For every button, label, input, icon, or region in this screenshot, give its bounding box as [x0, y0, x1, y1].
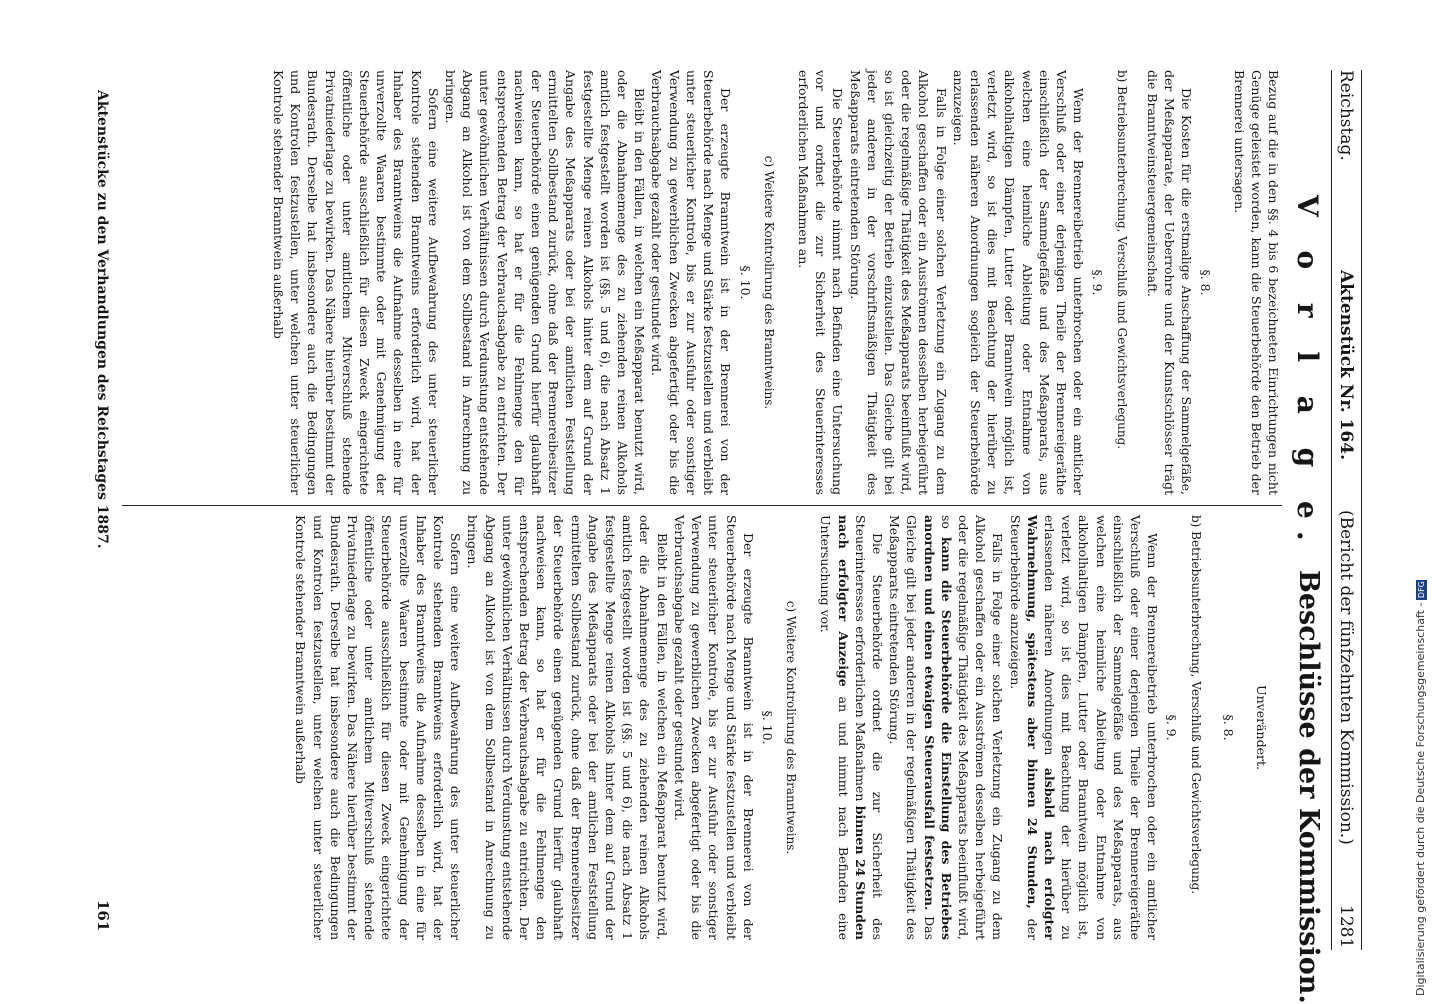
- right-c-heading: c) Weitere Kontrolirung des Branntweins.: [784, 600, 799, 855]
- header-bottom-rule: [1331, 70, 1332, 950]
- right-s10-p3: Sofern eine weitere Aufbewahrung des unter steuerlicher Kontrole stehenden Branntweins erforderlich wird, hat der Inhaber des Branntweins die Aufnahme desselben in eine für unverzollte Waaren bestimmte oder mit Genehmigung der Steuerbehörde ausschließlich für diesen Zweck eingerichtete öffentliche oder unter amtlichem Mitverschluß stehende Privatniederlage zu bewirken. Das Nähere hierüber bestimmt der Bundesrath. Derselbe hat insbesondere auch die Bedingungen und Kontrolen festzustellen, unter welchen unter steuerlicher Kontrole stehender Branntwein außerhalb: [293, 515, 464, 940]
- right-s9-p3-bold: binnen 24 Stunden nach erfolgter Anzeige: [835, 515, 868, 940]
- header-bericht: (Bericht der fünfzehnten Kommission.): [1336, 510, 1356, 845]
- left-column: [270, 70, 1282, 495]
- left-s10-heading: §. 10.: [737, 265, 753, 300]
- left-s10-p1: Der erzeugte Branntwein ist in der Brennerei von der Steuerbehörde nach Menge und Stärke festzustellen und verbleibt unter steuerlicher Kontrole, bis er zur Ausfuhr oder sonstiger Verwendung zu gewerblichen Zwecken abgefertigt oder bis die Verbrauchsabgabe gezahlt oder gestundet wird.: [649, 70, 734, 495]
- header-top-rule: [1361, 70, 1362, 950]
- header-aktenstueck: Aktenstück Nr. 164.: [1336, 270, 1356, 461]
- right-s10-p1: Der erzeugte Branntwein ist in der Brennerei von der Steuerbehörde nach Menge und Stärke festzustellen und verbleibt unter steuerlicher Kontrole, bis er zur Ausfuhr oder sonstiger Verwendung zu gewerblichen Zwecken abgefertigt oder bis die Verbrauchsabgabe gezahlt oder gestundet wird.: [671, 515, 756, 940]
- left-s10-p2: Bleibt in den Fällen, in welchen ein Meßapparat benutzt wird, oder die Abnahmemenge des zu ziehenden reinen Alkohols amtlich festgestellt worden ist (§§. 5 und 6), die nach Absatz 1 festgestellte Menge reinen Alkohols hinter dem auf Grund der Angabe des Meßapparats oder bei der amtlichen Feststellung ermittelten Sollbestand zurück, ohne daß der Brennereibesitzer der Steuerbehörde einen genügenden Grund hierfür glaubhaft nachweisen kann, so hat er für die Fehlmenge den für entsprechenden Betrag der Verbrauchsabgabe zu entrichten. Der unter gewöhnlichen Verhältnissen durch Verdunstung entstehende Abgang an Alkohol ist von dem Sollbestand in Anrechnung zu bringen.: [443, 70, 648, 495]
- right-s9-p2: Falls in Folge einer solchen Verletzung ein Zugang zu dem Alkohol geschaffen oder ein Ausströmen desselben herbeigeführt oder die regelmäßige Thätigkeit des Meßapparats beeinflußt wird, so kann die Steuerbehörde die Einstellung des Betriebes anordnen und einen etwaigen Steuerausfall festsetzen. Das Gleiche gilt bei jeder anderen in der regelmäßigen Thätigkeit des Meßapparats eintretenden Störung.: [887, 515, 1006, 940]
- left-column-title: V o r l a g e.: [1291, 195, 1324, 553]
- left-s9-p3: Die Steuerbehörde nimmt nach Befinden eine Untersuchung vor und ordnet die zur Sicherheit des Steuerinteresses erforderlichen Maßnahmen an.: [795, 70, 846, 495]
- digitization-note: Digitalisierung gefördert durch die Deutsche Forschungsgemeinschaft -DFG: [1414, 581, 1427, 996]
- right-s10-p2: Bleibt in den Fällen, in welchen ein Meßapparat benutzt wird, oder die Abnahmemenge des zu ziehenden reinen Alkohols amtlich festgestellt worden ist (§§. 5 und 6), die nach Absatz 1 festgestellte Menge reinen Alkohols hinter dem auf Grund der Angabe des Meßapparats oder bei der amtlichen Feststellung ermittelten Sollbestand zurück, ohne daß der Brennereibesitzer der Steuerbehörde einen genügenden Grund hierfür glaubhaft nachweisen kann, so hat er für die Fehlmenge den entsprechenden Betrag der Verbrauchsabgabe zu entrichten. Der unter gewöhnlichen Verhältnissen durch Verdunstung entstehende Abgang an Alkohol ist von dem Sollbestand in Anrechnung zu bringen.: [465, 515, 670, 940]
- left-s10-p3: Sofern eine weitere Aufbewahrung des unter steuerlicher Kontrole stehenden Branntweins erforderlich wird, hat der Inhaber des Branntweins die Aufnahme desselben in eine für unverzollte Waaren bestimmte oder mit Genehmigung der Steuerbehörde ausschließlich für diesen Zweck eingerichtete öffentliche oder unter amtlichem Mitverschluß stehende Privatniederlage zu bewirken. Das Nähere hierüber bestimmt der Bundesrath. Derselbe hat insbesondere auch die Bedingungen und Kontrolen festzustellen, unter welchen unter steuerlicher Kontrole stehender Branntwein außerhalb: [271, 70, 441, 495]
- right-s9-p3: Die Steuerbehörde ordnet die zur Sicherheit des Steuerinteresses erforderlichen Maßnahmen binnen 24 Stunden nach erfolgter Anzeige an und nimmt nach Befinden eine Untersuchung vor.: [818, 515, 885, 940]
- footer-aktenstuecke: Aktenstücke zu den Verhandlungen des Reichstages 1887.: [94, 90, 110, 549]
- left-c-heading: c) Weitere Kontrolirung des Branntweins.: [761, 155, 776, 410]
- footer-sheet-number: 161: [94, 900, 112, 932]
- left-s9-heading: §. 9.: [1090, 269, 1106, 296]
- right-b-heading: b) Betriebsunterbrechung, Verschluß und Gewichtsverlegung.: [1188, 515, 1203, 895]
- right-column-title: Beschlüsse der Kommission.: [1293, 570, 1324, 1004]
- right-s8-heading: §. 8.: [1220, 714, 1236, 741]
- header-reichstag: Reichstag.: [1336, 70, 1356, 161]
- left-s8-text: Die Kosten für die erstmalige Anschaffung der Sammelgefäße, der Meßapparate, der Ueberrohre und der Kunstschlösser trägt die Branntweinsteuergemeinschaft.: [1144, 70, 1195, 495]
- header-page-number: 1281: [1336, 905, 1356, 949]
- left-b-heading: b) Betriebsunterbrechung, Verschluß und Gewichtsverlegung.: [1114, 70, 1129, 450]
- dfg-logo-icon: DFG: [1416, 581, 1426, 599]
- left-intro: Bezug auf die in den §§. 4 bis 6 bezeichneten Einrichtungen nicht Genüge geleistet worden, kann die Steuerbehörde den Betrieb der Brennerei untersagen.: [1231, 70, 1281, 495]
- column-divider: [122, 505, 1282, 506]
- left-s8-heading: §. 8.: [1198, 269, 1214, 296]
- right-unveraendert: Unverändert.: [1254, 685, 1269, 770]
- right-s9-p1: Wenn der Brennereibetrieb unterbrochen oder ein amtlicher Verschluß oder einer derjenigen Theile der Brennereigeräthe einschließlich der Sammelgefäße und des Meßapparats, aus welchen eine heimliche Ableitung oder Entnahme von alkoholhaltigen Dämpfen, Lutter oder Branntwein möglich ist, verletzt wird, so ist dies mit Beachtung der hierüber zu erlassenden näheren Anordnungen alsbald nach erfolgter Wahrnehmung, spätestens aber binnen 24 Stunden, der Steuerbehörde anzuzeigen.: [1007, 515, 1161, 940]
- right-s9-p2-bold: kann die Steuerbehörde die Einstellung des Betriebes anordnen und einen etwaigen Steuerausfall festsetzen.: [921, 515, 954, 940]
- right-s9-heading: §. 9.: [1164, 714, 1180, 741]
- right-column: [292, 515, 1282, 940]
- left-s9-p2: Falls in Folge einer solchen Verletzung ein Zugang zu dem Alkohol geschaffen oder ein Ausströmen desselben herbeigeführt oder die regelmäßige Thätigkeit des Meßapparats beeinflußt wird, so ist gleichzeitig der Betrieb einzustellen. Das Gleiche gilt bei jeder anderen in der vorschriftsmäßigen Thätigkeit des Meßapparats eintretenden Störung.: [847, 70, 949, 495]
- left-s9-p1: Wenn der Brennereibetrieb unterbrochen oder ein amtlicher Verschluß oder einer derjenigen Theile der Brennereigeräthe einschließlich der Sammelgefäße und des Meßapparats, aus welchen eine heimliche Ableitung oder Entnahme von alkoholhaltigen Dämpfen, Lutter oder Branntwein möglich ist, verletzt wird, so ist dies mit Beachtung der hierüber zu erlassenden näheren Anordnungen sogleich der Steuerbehörde anzuzeigen.: [950, 70, 1087, 495]
- right-s9-p1-bold: alsbald nach erfolgter Wahrnehmung, spätestens aber binnen 24 Stunden,: [1024, 515, 1057, 940]
- right-s10-heading: §. 10.: [759, 710, 775, 745]
